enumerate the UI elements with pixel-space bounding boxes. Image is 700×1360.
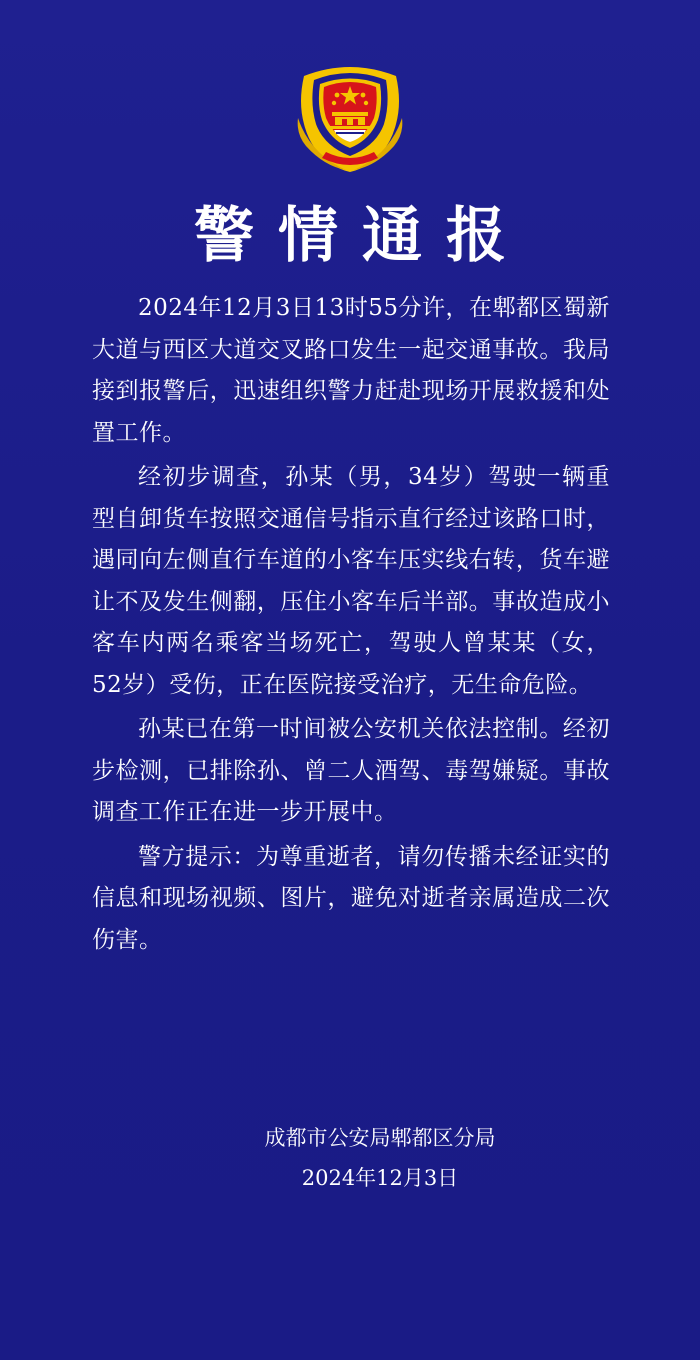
- paragraph-incident: 2024年12月3日13时55分许，在郫都区蜀新大道与西区大道交叉路口发生一起交通事故。我局接到报警后，迅速组织警力赶赴现场开展救援和处置工作。: [92, 295, 610, 446]
- paragraph-investigation: 经初步调查，孙某（男，34岁）驾驶一辆重型自卸货车按照交通信号指示直行经过该路口时，遇同向左侧直行车道的小客车压实线右转，货车避让不及发生侧翻，压住小客车后半部。事故造成小客车内两名乘客当场死亡，驾驶人曾某某（女，52岁）受伤，正在医院接受治疗，无生命危险。: [92, 464, 610, 698]
- police-emblem-icon: [290, 62, 410, 174]
- notice-title: 警情通报: [194, 201, 530, 271]
- paragraph-control: 孙某已在第一时间被公安机关依法控制。经初步检测，已排除孙、曾二人酒驾、毒驾嫌疑。事故调查工作正在进一步开展中。: [92, 716, 610, 825]
- issuer-name: 成都市公安局郫都区分局: [264, 1126, 496, 1150]
- issue-date: 2024年12月3日: [301, 1166, 459, 1190]
- paragraph-warning: 警方提示：为尊重逝者，请勿传播未经证实的信息和现场视频、图片，避免对逝者亲属造成二次伤害。: [92, 843, 610, 953]
- notice-body: [92, 288, 610, 964]
- signature-block: [0, 1118, 700, 1198]
